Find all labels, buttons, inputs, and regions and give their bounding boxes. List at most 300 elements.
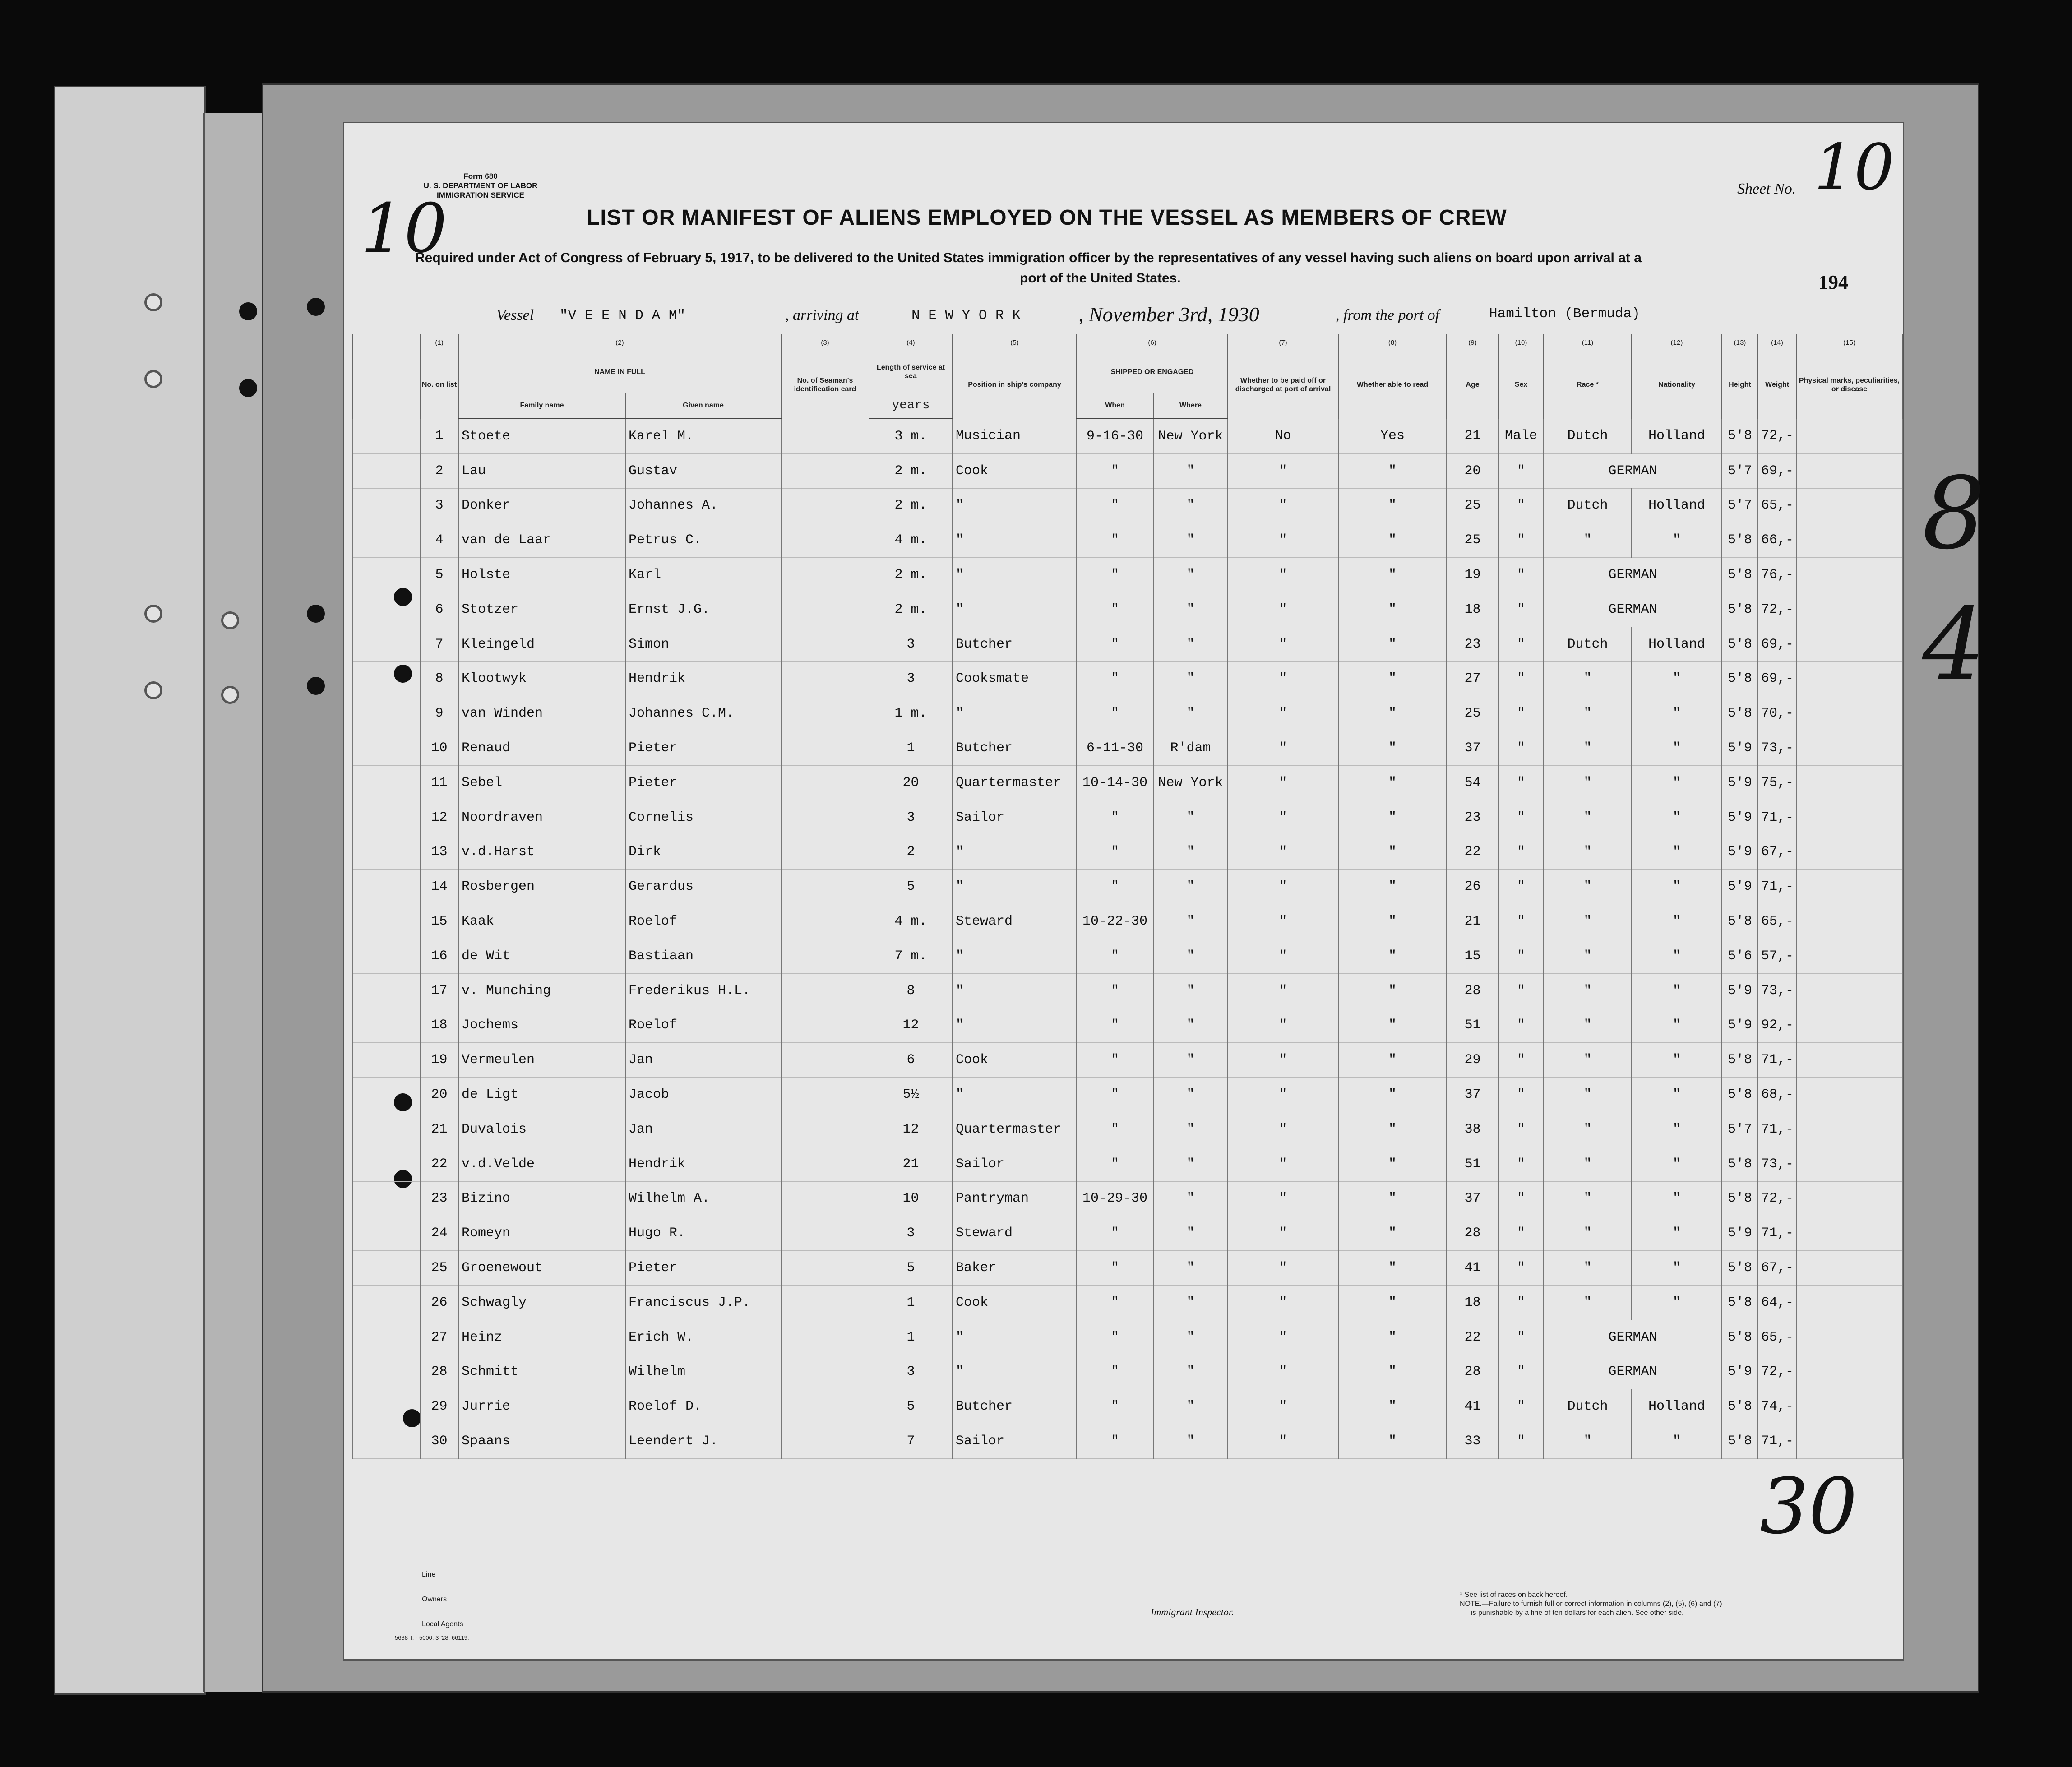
cell-read: " <box>1338 1008 1447 1043</box>
cell-paid: " <box>1228 661 1338 696</box>
cell-spacer <box>352 627 420 661</box>
cell-position: " <box>953 523 1077 558</box>
cell-weight: 68,- <box>1758 1078 1796 1112</box>
table-row <box>352 1320 1902 1355</box>
crew-manifest-table <box>352 334 1903 1459</box>
cell-sex: " <box>1498 1216 1544 1251</box>
cell-card <box>781 592 869 627</box>
cell-paid: " <box>1228 627 1338 661</box>
cell-position: Butcher <box>953 731 1077 766</box>
cell-given: Erich W. <box>625 1320 781 1355</box>
cell-weight: 65,- <box>1758 488 1796 523</box>
header-sex: Sex <box>1498 351 1544 419</box>
cell-nationality: " <box>1632 1251 1722 1286</box>
cell-service: 3 <box>869 661 953 696</box>
cell-family: van Winden <box>458 696 625 731</box>
cell-where: " <box>1153 1389 1228 1424</box>
cell-family: Heinz <box>458 1320 625 1355</box>
cell-where: " <box>1153 939 1228 973</box>
cell-age: 20 <box>1447 453 1498 488</box>
cell-nationality: " <box>1632 731 1722 766</box>
cell-service: 2 m. <box>869 592 953 627</box>
cell-race: " <box>1544 870 1632 904</box>
cell-no: 5 <box>420 558 458 592</box>
cell-where: " <box>1153 592 1228 627</box>
cell-when: " <box>1077 1008 1153 1043</box>
arriving-label: , arriving at <box>785 307 859 324</box>
cell-spacer <box>352 696 420 731</box>
cell-family: Donker <box>458 488 625 523</box>
cell-paid: " <box>1228 904 1338 939</box>
cell-age: 37 <box>1447 731 1498 766</box>
cell-service: 20 <box>869 765 953 800</box>
cell-service: 2 m. <box>869 453 953 488</box>
cell-paid: " <box>1228 1043 1338 1078</box>
cell-card <box>781 1008 869 1043</box>
cell-race: " <box>1544 1112 1632 1147</box>
table-row <box>352 419 1902 454</box>
binder-hole <box>307 298 325 316</box>
cell-given: Cornelis <box>625 800 781 835</box>
cell-sex: " <box>1498 523 1544 558</box>
cell-age: 25 <box>1447 523 1498 558</box>
cell-weight: 69,- <box>1758 627 1796 661</box>
cell-given: Karel M. <box>625 419 781 454</box>
cell-sex: " <box>1498 1112 1544 1147</box>
cell-sex: " <box>1498 973 1544 1008</box>
cell-family: v.d.Velde <box>458 1147 625 1181</box>
cell-height: 5'9 <box>1722 731 1758 766</box>
header-when: When <box>1077 393 1153 419</box>
cell-sex: " <box>1498 488 1544 523</box>
cell-position: " <box>953 1008 1077 1043</box>
cell-no: 26 <box>420 1285 458 1320</box>
cell-age: 21 <box>1447 904 1498 939</box>
cell-paid: " <box>1228 939 1338 973</box>
cell-no: 17 <box>420 973 458 1008</box>
cell-sex: " <box>1498 1078 1544 1112</box>
cell-read: " <box>1338 627 1447 661</box>
cell-read: " <box>1338 835 1447 870</box>
cell-sex: " <box>1498 765 1544 800</box>
cell-position: " <box>953 696 1077 731</box>
cell-when: " <box>1077 939 1153 973</box>
cell-position: Butcher <box>953 627 1077 661</box>
cell-read: " <box>1338 1112 1447 1147</box>
cell-physical <box>1796 1216 1902 1251</box>
cell-where: " <box>1153 1285 1228 1320</box>
table-row <box>352 800 1902 835</box>
cell-nationality: " <box>1632 835 1722 870</box>
col-num: (10) <box>1498 334 1544 351</box>
cell-family: v.d.Harst <box>458 835 625 870</box>
cell-service: 2 m. <box>869 558 953 592</box>
cell-given: Ernst J.G. <box>625 592 781 627</box>
cell-when: " <box>1077 1216 1153 1251</box>
cell-given: Gustav <box>625 453 781 488</box>
cell-race: " <box>1544 1181 1632 1216</box>
cell-when: " <box>1077 870 1153 904</box>
cell-service: 1 <box>869 1320 953 1355</box>
cell-age: 25 <box>1447 696 1498 731</box>
print-code: 5688 T. - 5000. 3-'28. 66119. <box>395 1634 469 1641</box>
table-row <box>352 1043 1902 1078</box>
cell-race: GERMAN <box>1544 1320 1722 1355</box>
cell-when: 10-14-30 <box>1077 765 1153 800</box>
cell-nationality: " <box>1632 696 1722 731</box>
cell-given: Pieter <box>625 765 781 800</box>
cell-weight: 73,- <box>1758 1147 1796 1181</box>
cell-where: " <box>1153 1424 1228 1459</box>
cell-given: Hendrik <box>625 1147 781 1181</box>
table-row <box>352 973 1902 1008</box>
cell-sex: " <box>1498 800 1544 835</box>
cell-physical <box>1796 1112 1902 1147</box>
cell-given: Gerardus <box>625 870 781 904</box>
cell-spacer <box>352 1216 420 1251</box>
table-row <box>352 1112 1902 1147</box>
cell-where: " <box>1153 1355 1228 1389</box>
cell-age: 37 <box>1447 1181 1498 1216</box>
cell-where: R'dam <box>1153 731 1228 766</box>
cell-card <box>781 1043 869 1078</box>
service-name: IMMIGRATION SERVICE <box>437 191 524 199</box>
header-length-service: Length of service at sea <box>869 351 953 393</box>
cell-service: 5 <box>869 870 953 904</box>
cell-race: " <box>1544 800 1632 835</box>
cell-when: " <box>1077 558 1153 592</box>
binder-hole <box>144 293 162 311</box>
cell-card <box>781 973 869 1008</box>
cell-position: " <box>953 835 1077 870</box>
col-num: (2) <box>458 334 781 351</box>
cell-position: Cook <box>953 1043 1077 1078</box>
cell-when: " <box>1077 1251 1153 1286</box>
cell-race: " <box>1544 1008 1632 1043</box>
arrival-date: , November 3rd, 1930 <box>1078 303 1259 326</box>
cell-paid: " <box>1228 800 1338 835</box>
owners-label: Owners <box>422 1596 447 1603</box>
cell-height: 5'8 <box>1722 419 1758 454</box>
cell-physical <box>1796 1320 1902 1355</box>
cell-weight: 72,- <box>1758 419 1796 454</box>
cell-spacer <box>352 973 420 1008</box>
col-num: (7) <box>1228 334 1338 351</box>
cell-family: Klootwyk <box>458 661 625 696</box>
cell-height: 5'8 <box>1722 1285 1758 1320</box>
cell-no: 23 <box>420 1181 458 1216</box>
cell-physical <box>1796 835 1902 870</box>
header-position: Position in ship's company <box>953 351 1077 419</box>
cell-paid: " <box>1228 1216 1338 1251</box>
sheet-label: Sheet No. <box>1737 180 1796 197</box>
cell-race: Dutch <box>1544 627 1632 661</box>
cell-height: 5'9 <box>1722 973 1758 1008</box>
col-num: (8) <box>1338 334 1447 351</box>
cell-where: New York <box>1153 765 1228 800</box>
cell-given: Pieter <box>625 1251 781 1286</box>
cell-service: 2 <box>869 835 953 870</box>
cell-service: 3 <box>869 627 953 661</box>
cell-card <box>781 627 869 661</box>
cell-paid: " <box>1228 1389 1338 1424</box>
from-label: , from the port of <box>1336 307 1440 324</box>
vessel-label: Vessel <box>496 307 534 324</box>
cell-read: Yes <box>1338 419 1447 454</box>
cell-read: " <box>1338 523 1447 558</box>
cell-race: " <box>1544 1424 1632 1459</box>
cell-no: 25 <box>420 1251 458 1286</box>
cell-height: 5'8 <box>1722 1043 1758 1078</box>
cell-where: " <box>1153 488 1228 523</box>
cell-position: Baker <box>953 1251 1077 1286</box>
cell-age: 28 <box>1447 973 1498 1008</box>
cell-card <box>781 1216 869 1251</box>
cell-spacer <box>352 592 420 627</box>
cell-no: 3 <box>420 488 458 523</box>
cell-read: " <box>1338 1389 1447 1424</box>
cell-height: 5'8 <box>1722 592 1758 627</box>
cell-race: " <box>1544 696 1632 731</box>
cell-physical <box>1796 488 1902 523</box>
cell-sex: " <box>1498 1181 1544 1216</box>
cell-no: 20 <box>420 1078 458 1112</box>
page-number: 194 <box>1818 271 1848 293</box>
sheet-number: 10 <box>1814 131 1895 204</box>
cell-paid: " <box>1228 523 1338 558</box>
cell-service: 3 m. <box>869 419 953 454</box>
col-num: (15) <box>1796 334 1902 351</box>
cell-position: Musician <box>953 419 1077 454</box>
cell-given: Petrus C. <box>625 523 781 558</box>
cell-physical <box>1796 453 1902 488</box>
cell-physical <box>1796 800 1902 835</box>
cell-nationality: " <box>1632 1147 1722 1181</box>
cell-where: New York <box>1153 419 1228 454</box>
cell-height: 5'9 <box>1722 765 1758 800</box>
header-where: Where <box>1153 393 1228 419</box>
cell-card <box>781 1181 869 1216</box>
cell-sex: " <box>1498 835 1544 870</box>
cell-weight: 72,- <box>1758 592 1796 627</box>
cell-physical <box>1796 1078 1902 1112</box>
cell-card <box>781 1320 869 1355</box>
cell-nationality: " <box>1632 1008 1722 1043</box>
cell-read: " <box>1338 1251 1447 1286</box>
cell-no: 9 <box>420 696 458 731</box>
cell-where: " <box>1153 1112 1228 1147</box>
cell-spacer <box>352 904 420 939</box>
cell-height: 5'8 <box>1722 1320 1758 1355</box>
cell-race: Dutch <box>1544 419 1632 454</box>
cell-card <box>781 488 869 523</box>
cell-height: 5'7 <box>1722 453 1758 488</box>
cell-spacer <box>352 1008 420 1043</box>
cell-paid: " <box>1228 731 1338 766</box>
cell-weight: 71,- <box>1758 1216 1796 1251</box>
cell-given: Wilhelm A. <box>625 1181 781 1216</box>
cell-race: " <box>1544 661 1632 696</box>
crew-manifest-table-wrap <box>352 334 1900 1543</box>
cell-when: " <box>1077 1355 1153 1389</box>
cell-no: 12 <box>420 800 458 835</box>
cell-weight: 67,- <box>1758 835 1796 870</box>
cell-age: 54 <box>1447 765 1498 800</box>
cell-service: 6 <box>869 1043 953 1078</box>
cell-sex: " <box>1498 627 1544 661</box>
cell-nationality: " <box>1632 1285 1722 1320</box>
table-row <box>352 939 1902 973</box>
cell-age: 27 <box>1447 661 1498 696</box>
cell-physical <box>1796 558 1902 592</box>
cell-race: " <box>1544 1043 1632 1078</box>
cell-paid: " <box>1228 453 1338 488</box>
cell-sex: " <box>1498 558 1544 592</box>
table-row <box>352 1008 1902 1043</box>
cell-race: " <box>1544 1251 1632 1286</box>
cell-age: 18 <box>1447 1285 1498 1320</box>
cell-when: 10-29-30 <box>1077 1181 1153 1216</box>
cell-card <box>781 523 869 558</box>
cell-card <box>781 1285 869 1320</box>
cell-paid: " <box>1228 696 1338 731</box>
cell-age: 23 <box>1447 800 1498 835</box>
cell-spacer <box>352 870 420 904</box>
cell-weight: 69,- <box>1758 661 1796 696</box>
cell-where: " <box>1153 1147 1228 1181</box>
cell-paid: " <box>1228 488 1338 523</box>
cell-where: " <box>1153 523 1228 558</box>
cell-race: " <box>1544 973 1632 1008</box>
cell-read: " <box>1338 1285 1447 1320</box>
cell-card <box>781 765 869 800</box>
cell-paid: " <box>1228 765 1338 800</box>
cell-race: " <box>1544 523 1632 558</box>
cell-when: " <box>1077 1320 1153 1355</box>
cell-sex: " <box>1498 904 1544 939</box>
cell-height: 5'8 <box>1722 661 1758 696</box>
cell-nationality: " <box>1632 870 1722 904</box>
cell-race: " <box>1544 1216 1632 1251</box>
cell-weight: 57,- <box>1758 939 1796 973</box>
cell-age: 37 <box>1447 1078 1498 1112</box>
cell-spacer <box>352 1320 420 1355</box>
cell-weight: 92,- <box>1758 1008 1796 1043</box>
cell-nationality: " <box>1632 661 1722 696</box>
header-race: Race * <box>1544 351 1632 419</box>
cell-sex: " <box>1498 731 1544 766</box>
cell-sex: " <box>1498 939 1544 973</box>
cell-given: Hugo R. <box>625 1216 781 1251</box>
cell-height: 5'8 <box>1722 696 1758 731</box>
cell-age: 29 <box>1447 1043 1498 1078</box>
cell-height: 5'9 <box>1722 800 1758 835</box>
cell-nationality: " <box>1632 904 1722 939</box>
cell-card <box>781 661 869 696</box>
cell-when: " <box>1077 1285 1153 1320</box>
cell-nationality: " <box>1632 765 1722 800</box>
cell-weight: 65,- <box>1758 904 1796 939</box>
cell-sex: " <box>1498 1320 1544 1355</box>
table-row <box>352 523 1902 558</box>
cell-height: 5'9 <box>1722 835 1758 870</box>
cell-nationality: " <box>1632 973 1722 1008</box>
cell-position: Butcher <box>953 1389 1077 1424</box>
cell-paid: " <box>1228 558 1338 592</box>
cell-nationality: " <box>1632 800 1722 835</box>
cell-sex: " <box>1498 1147 1544 1181</box>
cell-read: " <box>1338 939 1447 973</box>
cell-no: 21 <box>420 1112 458 1147</box>
cell-no: 7 <box>420 627 458 661</box>
cell-read: " <box>1338 1147 1447 1181</box>
cell-nationality: " <box>1632 1181 1722 1216</box>
cell-family: Holste <box>458 558 625 592</box>
cell-family: Vermeulen <box>458 1043 625 1078</box>
binder-hole <box>307 677 325 695</box>
cell-age: 15 <box>1447 939 1498 973</box>
cell-where: " <box>1153 904 1228 939</box>
cell-family: Noordraven <box>458 800 625 835</box>
cell-race: " <box>1544 835 1632 870</box>
cell-physical <box>1796 1424 1902 1459</box>
spacer <box>352 334 420 351</box>
cell-given: Johannes A. <box>625 488 781 523</box>
cell-spacer <box>352 523 420 558</box>
binder-hole <box>239 379 257 397</box>
cell-paid: " <box>1228 1078 1338 1112</box>
cell-physical <box>1796 523 1902 558</box>
col-num: (9) <box>1447 334 1498 351</box>
inspector-label: Immigrant Inspector. <box>1151 1606 1234 1618</box>
cell-no: 24 <box>420 1216 458 1251</box>
cell-service: 21 <box>869 1147 953 1181</box>
cell-spacer <box>352 731 420 766</box>
col-num: (4) <box>869 334 953 351</box>
cell-position: Cook <box>953 1285 1077 1320</box>
cell-given: Dirk <box>625 835 781 870</box>
col-num: (3) <box>781 334 869 351</box>
margin-note: 10 <box>361 190 447 268</box>
cell-height: 5'8 <box>1722 904 1758 939</box>
cell-family: Jurrie <box>458 1389 625 1424</box>
cell-nationality: " <box>1632 1043 1722 1078</box>
cell-service: 3 <box>869 800 953 835</box>
table-row <box>352 627 1902 661</box>
crew-rows <box>352 419 1902 1459</box>
cell-paid: " <box>1228 1320 1338 1355</box>
line-label: Line <box>422 1571 436 1578</box>
cell-paid: " <box>1228 870 1338 904</box>
cell-where: " <box>1153 1216 1228 1251</box>
cell-race: " <box>1544 1147 1632 1181</box>
cell-no: 1 <box>420 419 458 454</box>
table-row <box>352 1251 1902 1286</box>
cell-physical <box>1796 419 1902 454</box>
cell-height: 5'7 <box>1722 1112 1758 1147</box>
cell-read: " <box>1338 661 1447 696</box>
cell-where: " <box>1153 627 1228 661</box>
binder-hole <box>144 681 162 699</box>
cell-position: Steward <box>953 1216 1077 1251</box>
cell-given: Jacob <box>625 1078 781 1112</box>
cell-spacer <box>352 835 420 870</box>
cell-nationality: " <box>1632 1112 1722 1147</box>
cell-weight: 73,- <box>1758 973 1796 1008</box>
cell-age: 28 <box>1447 1355 1498 1389</box>
cell-when: " <box>1077 523 1153 558</box>
cell-family: Kaak <box>458 904 625 939</box>
